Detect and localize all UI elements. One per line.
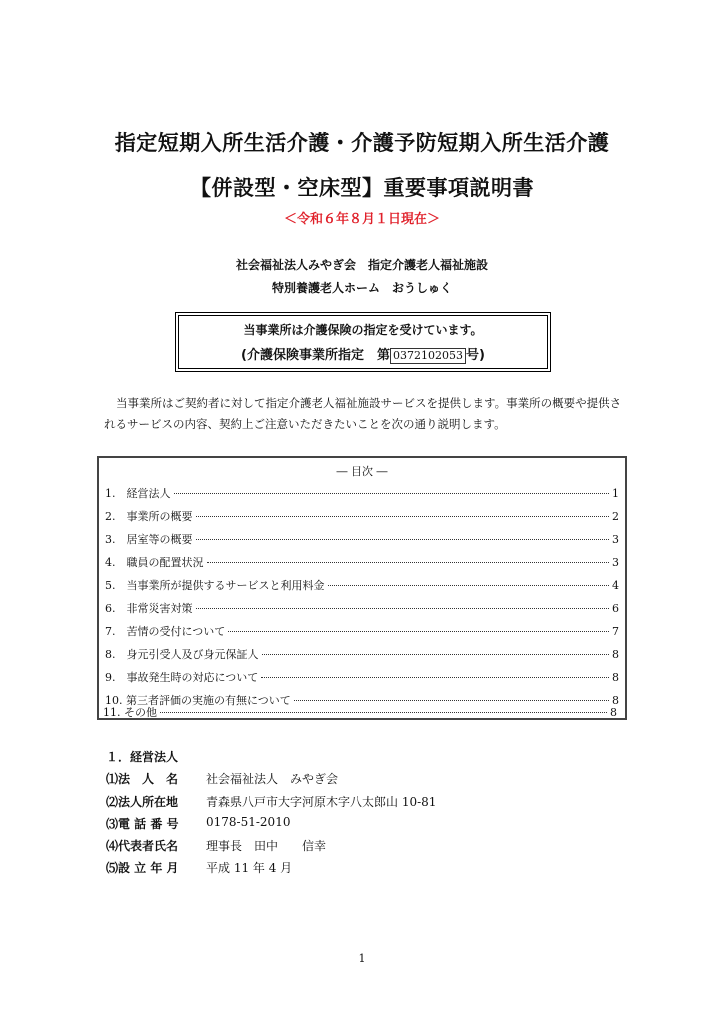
intro-paragraph: 当事業所はご契約者に対して指定介護老人福祉施設サービスを提供します。事業所の概要や提供されるサービスの内容、契約上ご注意いただきたいことを次の通り説明します。 — [104, 396, 622, 431]
info-label: ⑴法 人 名 — [106, 772, 179, 786]
toc-item-page: 1 — [612, 487, 619, 500]
toc-item — [103, 704, 617, 718]
toc-dot-leader — [228, 631, 609, 632]
info-label: ⑸設 立 年 月 — [106, 861, 179, 875]
organization-line1: 社会福祉法人みやぎ会 指定介護老人福祉施設 — [235, 258, 488, 272]
info-row — [106, 793, 436, 810]
toc-item — [105, 531, 619, 545]
toc-item-label: 11. その他 — [103, 706, 157, 719]
toc-item-label: 10. 第三者評価の実施の有無について — [105, 694, 291, 707]
notice-suffix: 号) — [466, 348, 485, 363]
document-title-line1: 指定短期入所生活介護・介護予防短期入所生活介護 — [114, 131, 610, 155]
toc-item — [105, 669, 619, 683]
section-heading: １．経営法人 — [106, 750, 179, 764]
toc-dot-leader — [262, 654, 610, 655]
toc-item — [105, 485, 619, 499]
notice-line2 — [179, 344, 547, 364]
toc-dot-leader — [196, 516, 610, 517]
toc-item-page: 2 — [612, 510, 619, 523]
toc-item — [105, 600, 619, 614]
toc-item-page: 8 — [612, 671, 619, 684]
notice-prefix: (介護保険事業所指定 第 — [241, 348, 390, 363]
page-number: 1 — [358, 952, 366, 965]
info-row — [106, 815, 290, 832]
toc-item-page: 8 — [610, 706, 617, 719]
toc-item — [105, 554, 619, 568]
toc-dot-leader — [196, 539, 610, 540]
toc-item-label: 9. 事故発生時の対応について — [105, 671, 259, 684]
info-value: 理事長 田中 信幸 — [206, 839, 327, 853]
designation-number: 0372102053 — [390, 348, 466, 364]
toc-item-page: 8 — [612, 648, 619, 661]
toc-item — [105, 508, 619, 522]
toc-item-label: 5. 当事業所が提供するサービスと利用料金 — [105, 579, 325, 592]
toc-dot-leader — [174, 493, 610, 494]
document-title-line2: 【併設型・空床型】重要事項説明書 — [190, 176, 534, 200]
toc-dot-leader — [196, 608, 610, 609]
toc-item-page: 3 — [612, 556, 619, 569]
toc-item-label: 3. 居室等の概要 — [105, 533, 193, 546]
table-of-contents — [97, 456, 627, 720]
toc-item — [105, 623, 619, 637]
toc-item-label: 2. 事業所の概要 — [105, 510, 193, 523]
toc-item-label: 1. 経営法人 — [105, 487, 171, 500]
info-row — [106, 859, 292, 876]
as-of-date: ＜令和６年８月１日現在＞ — [283, 212, 440, 227]
info-value: 平成 11 年 4 月 — [206, 861, 293, 875]
toc-item-label: 6. 非常災害対策 — [105, 602, 193, 615]
info-label: ⑵法人所在地 — [106, 795, 179, 809]
toc-item-page: 8 — [612, 694, 619, 707]
info-value: 社会福祉法人 みやぎ会 — [206, 772, 339, 786]
toc-item-page: 3 — [612, 533, 619, 546]
organization-line2: 特別養護老人ホーム おうしゅく — [271, 281, 452, 295]
toc-item-label: 8. 身元引受人及び身元保証人 — [105, 648, 259, 661]
info-row — [106, 770, 338, 787]
toc-item-label: 4. 職員の配置状況 — [105, 556, 204, 569]
toc-title: ― 目次 ― — [336, 465, 388, 478]
notice-line1: 当事業所は介護保険の指定を受けています。 — [243, 323, 483, 337]
info-value: 青森県八戸市大字河原木字八太郎山 10-81 — [206, 795, 437, 809]
info-label: ⑶電 話 番 号 — [106, 817, 179, 831]
toc-item-page: 4 — [612, 579, 619, 592]
toc-item — [105, 577, 619, 591]
info-label: ⑷代表者氏名 — [106, 839, 179, 853]
toc-item-label: 7. 苦情の受付について — [105, 625, 226, 638]
info-row — [106, 837, 326, 854]
toc-dot-leader — [160, 712, 607, 713]
info-value: 0178-51-2010 — [206, 815, 291, 829]
toc-dot-leader — [261, 677, 609, 678]
designation-notice-box — [178, 315, 548, 369]
toc-item — [105, 646, 619, 660]
toc-dot-leader — [207, 562, 610, 563]
toc-item-page: 6 — [612, 602, 619, 615]
toc-item-page: 7 — [612, 625, 619, 638]
toc-dot-leader — [328, 585, 610, 586]
toc-dot-leader — [294, 700, 609, 701]
